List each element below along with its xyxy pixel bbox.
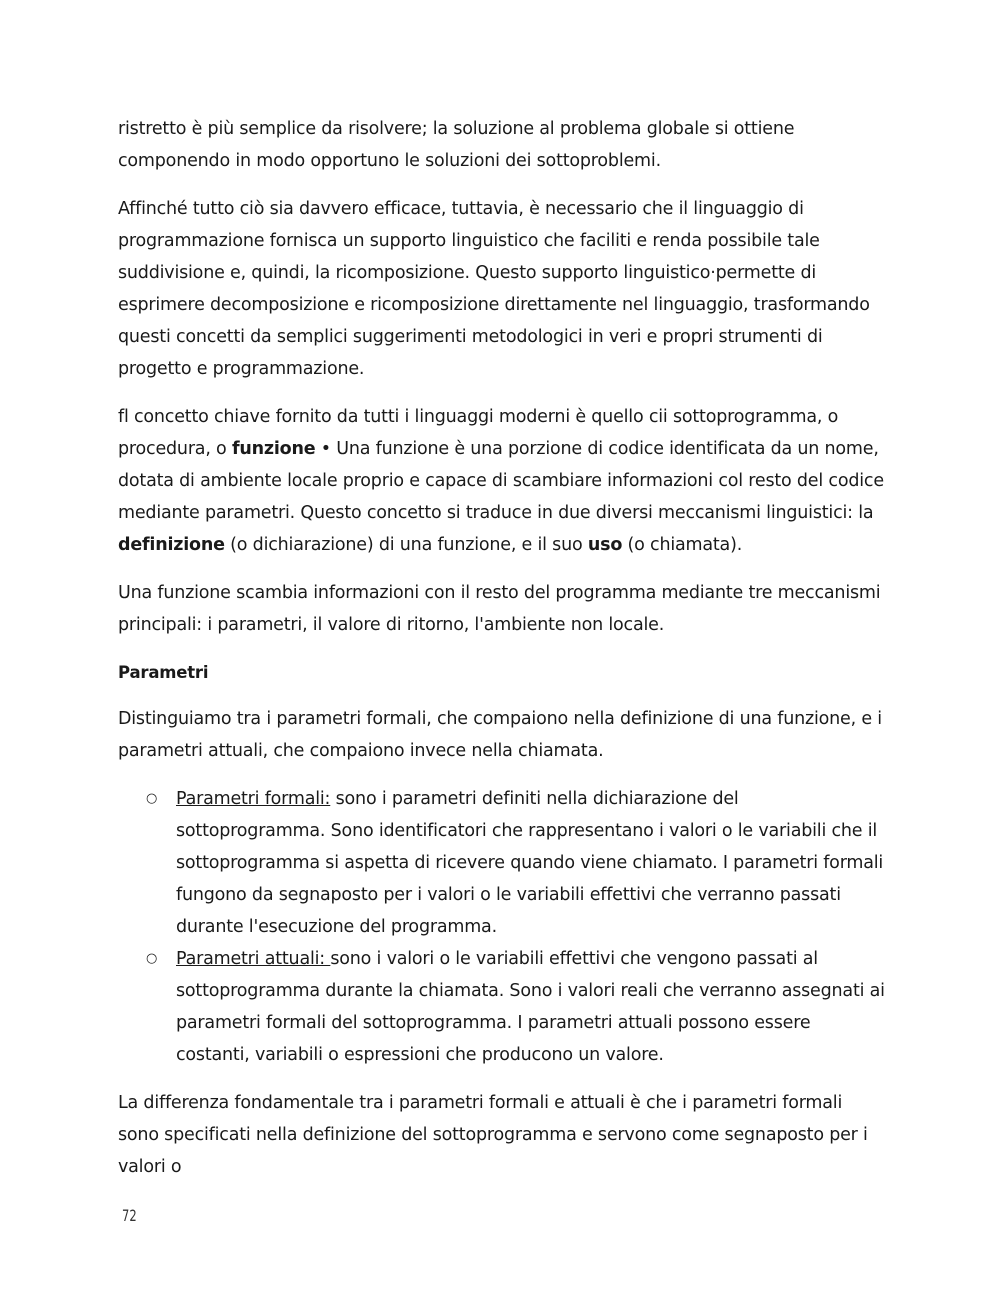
term-uso: uso xyxy=(587,535,623,555)
term-funzione: funzione xyxy=(231,439,316,459)
list-term-actual: Parametri attuali: xyxy=(176,949,331,969)
paragraph-6: La differenza fondamentale tra i parametri formali e attuali è che i parametri formali sono specificati nella definizione del sottoprogramma e servono come segnaposto per i valori o xyxy=(118,1093,868,1177)
paragraph-3-text-c: • Una funzione è una porzione di codice identificata da un nome, dotata di ambiente locale proprio e capace di scambiare informazioni col resto del codice mediante parametri. Questo concetto si traduce in due diversi meccanismi linguistici: la xyxy=(118,439,884,523)
paragraph-4: Una funzione scambia informazioni con il resto del programma mediante tre meccanismi principali: i parametri, il valore di ritorno, l'ambiente non locale. xyxy=(118,583,881,635)
list-item-formal xyxy=(118,783,888,943)
term-definizione: definizione xyxy=(118,535,225,555)
paragraph-3-text-a: fl concetto chiave fornito da tutti i linguaggi moderni è quello cii sottoprogramma, o procedura, o xyxy=(118,407,839,459)
paragraph-2: Affinché tutto ciò sia davvero efficace, tuttavia, è necessario che il linguaggio di programmazione fornisca un supporto linguistico che faciliti e renda possibile tale suddivisione e, quindi, la ricomposizione. Questo supporto linguistico·permette di esprimere decomposizione e ricomposizione direttamente nel linguaggio, trasformando questi concetti da semplici suggerimenti metodologici in veri e propri strumenti di progetto e programmazione. xyxy=(118,199,870,379)
paragraph-3-text-e: (o chiamata). xyxy=(622,535,743,555)
section-heading: Parametri xyxy=(118,663,209,682)
list-text-actual: sono i valori o le variabili effettivi che vengono passati al sottoprogramma durante la chiamata. Sono i valori reali che verranno assegnati ai parametri formali del sottoprogramma. I parametri attuali possono essere costanti, variabili o espressioni che producono un valore. xyxy=(176,949,885,1065)
page-number: 72 xyxy=(122,1206,137,1225)
list-text-formal: sono i parametri definiti nella dichiarazione del sottoprogramma. Sono identificatori che rappresentano i valori o le variabili che il sottoprogramma si aspetta di ricevere quando viene chiamato. I parametri formali fungono da segnaposto per i valori o le variabili effettivi che verranno passati durante l'esecuzione del programma. xyxy=(176,789,884,937)
paragraph-3-text-d: (o dichiarazione) di una funzione, e il suo xyxy=(224,535,588,555)
list-item-actual xyxy=(118,943,888,1071)
parameters-list xyxy=(118,783,888,1071)
paragraph-5: Distinguiamo tra i parametri formali, che compaiono nella definizione di una funzione, e i parametri attuali, che compaiono invece nella chiamata. xyxy=(118,709,882,761)
paragraph-3 xyxy=(118,401,888,561)
list-term-formal: Parametri formali: xyxy=(176,789,331,809)
page-body xyxy=(118,113,888,1199)
paragraph-1: ristretto è più semplice da risolvere; la soluzione al problema globale si ottiene componendo in modo opportuno le soluzioni dei sottoproblemi. xyxy=(118,119,795,171)
